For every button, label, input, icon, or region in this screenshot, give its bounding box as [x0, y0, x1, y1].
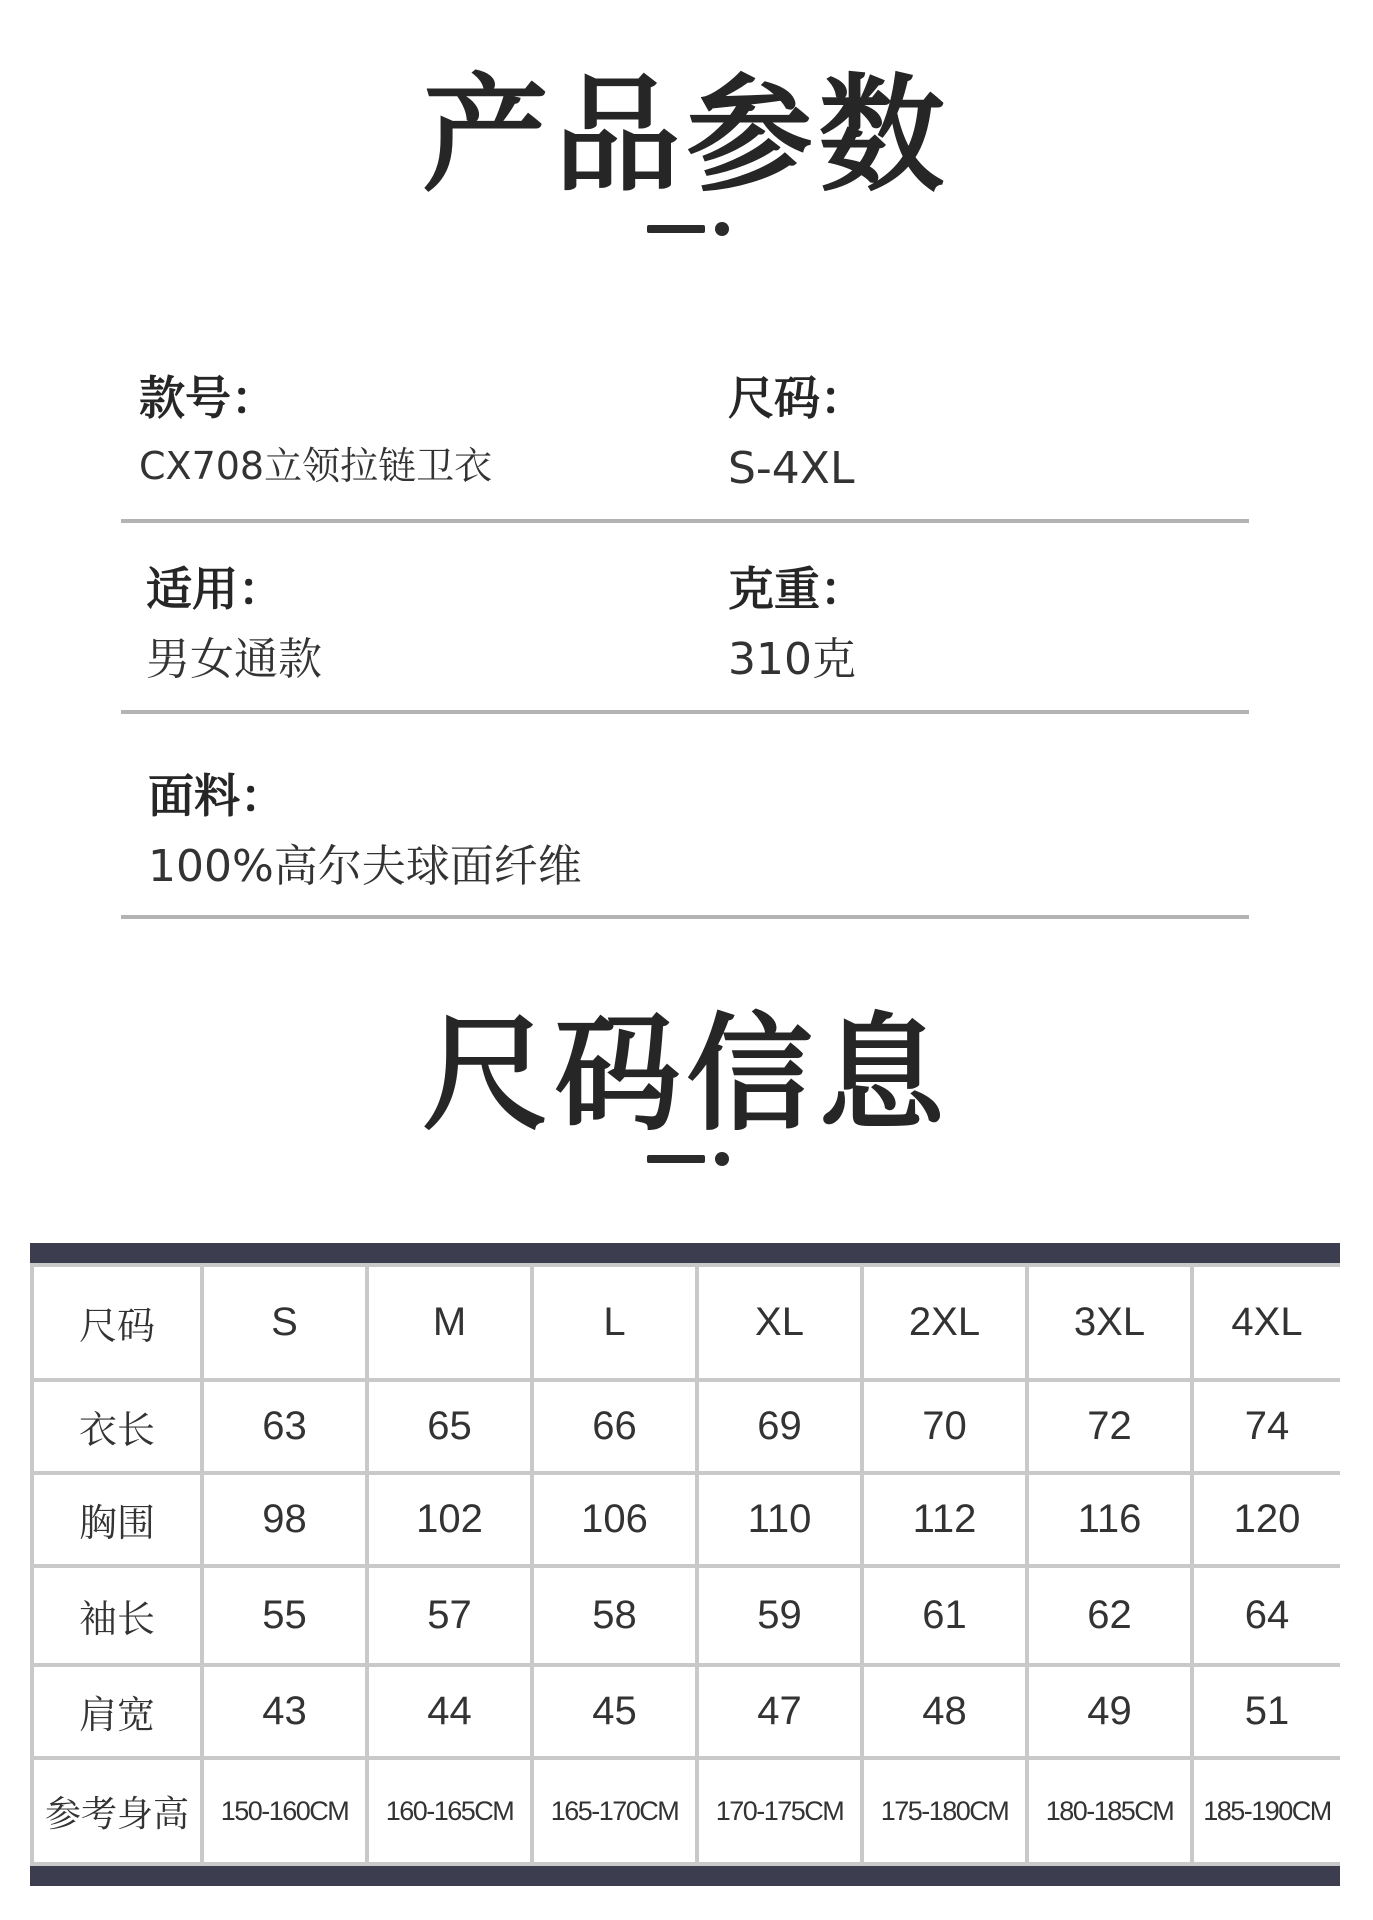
title-underline-mark: [647, 222, 729, 236]
size-chart-table: [30, 1243, 1340, 1886]
table-cell: 102: [369, 1475, 530, 1564]
table-cell-header: 4XL: [1194, 1267, 1340, 1378]
table-cell: 64: [1194, 1568, 1340, 1663]
size-header-row: [34, 1267, 1340, 1378]
table-row-label: 肩宽: [34, 1667, 200, 1756]
underline-bar: [647, 1155, 705, 1163]
table-cell: 47: [699, 1667, 860, 1756]
param-label: 款号：: [139, 371, 277, 425]
underline-dot: [715, 1152, 729, 1166]
table-cell-header: 2XL: [864, 1267, 1025, 1378]
table-cell: 150-160CM: [204, 1760, 365, 1862]
param-value: 310克: [728, 634, 856, 685]
table-row-label: 参考身高: [34, 1760, 200, 1862]
param-label: 尺码：: [728, 371, 866, 425]
table-cell: 43: [204, 1667, 365, 1756]
table-row-shoulder: [34, 1667, 1340, 1756]
param-divider: [121, 519, 1249, 523]
table-row-label: 胸围: [34, 1475, 200, 1564]
table-cell: 44: [369, 1667, 530, 1756]
size-info-title: 尺码信息: [422, 1001, 951, 1148]
table-cell: 116: [1029, 1475, 1190, 1564]
table-cell: 165-170CM: [534, 1760, 695, 1862]
table-row-sleeve: [34, 1568, 1340, 1663]
table-cell: 175-180CM: [864, 1760, 1025, 1862]
param-fabric: [148, 769, 582, 892]
underline-bar: [647, 225, 705, 233]
table-cell: 63: [204, 1382, 365, 1471]
table-row-chest: [34, 1475, 1340, 1564]
table-cell: 51: [1194, 1667, 1340, 1756]
table-row-label: 衣长: [34, 1382, 200, 1471]
table-cell: 48: [864, 1667, 1025, 1756]
table-row-label: 袖长: [34, 1568, 200, 1663]
table-cell-header: L: [534, 1267, 695, 1378]
table-cell: 45: [534, 1667, 695, 1756]
param-value: S-4XL: [728, 443, 855, 494]
param-style-number: [139, 371, 493, 488]
table-row-height: [34, 1760, 1340, 1862]
table-cell: 120: [1194, 1475, 1340, 1564]
table-cell-header: 尺码: [34, 1267, 200, 1378]
param-label: 克重：: [728, 562, 866, 616]
param-divider: [121, 915, 1249, 919]
table-cell: 61: [864, 1568, 1025, 1663]
param-size: [728, 371, 866, 494]
table-cell-header: M: [369, 1267, 530, 1378]
table-cell: 160-165CM: [369, 1760, 530, 1862]
table-cell: 66: [534, 1382, 695, 1471]
table-cell: 185-190CM: [1194, 1760, 1340, 1862]
table-cell: 98: [204, 1475, 365, 1564]
table-cell: 69: [699, 1382, 860, 1471]
param-weight: [728, 562, 866, 685]
table-cell: 59: [699, 1568, 860, 1663]
table-cell: 70: [864, 1382, 1025, 1471]
underline-dot: [715, 222, 729, 236]
table-cell: 110: [699, 1475, 860, 1564]
param-value: 100%高尔夫球面纤维: [148, 841, 582, 892]
param-label: 适用：: [146, 562, 284, 616]
table-cell: 55: [204, 1568, 365, 1663]
table-cell: 62: [1029, 1568, 1190, 1663]
title-underline-mark: [647, 1152, 729, 1166]
table-cell: 65: [369, 1382, 530, 1471]
param-divider: [121, 710, 1249, 714]
table-cell: 106: [534, 1475, 695, 1564]
param-label: 面料：: [148, 769, 286, 823]
product-params-title: 产品参数: [422, 62, 951, 209]
table-cell: 112: [864, 1475, 1025, 1564]
table-cell: 58: [534, 1568, 695, 1663]
table-cell-header: XL: [699, 1267, 860, 1378]
table-cell: 72: [1029, 1382, 1190, 1471]
table-cell: 49: [1029, 1667, 1190, 1756]
param-value: CX708立领拉链卫衣: [139, 444, 493, 488]
table-cell: 74: [1194, 1382, 1340, 1471]
param-value: 男女通款: [146, 634, 322, 685]
table-cell: 170-175CM: [699, 1760, 860, 1862]
param-applicable: [146, 562, 322, 685]
table-row-length: [34, 1382, 1340, 1471]
table-cell: 57: [369, 1568, 530, 1663]
table-cell-header: 3XL: [1029, 1267, 1190, 1378]
table-cell: 180-185CM: [1029, 1760, 1190, 1862]
table-cell-header: S: [204, 1267, 365, 1378]
